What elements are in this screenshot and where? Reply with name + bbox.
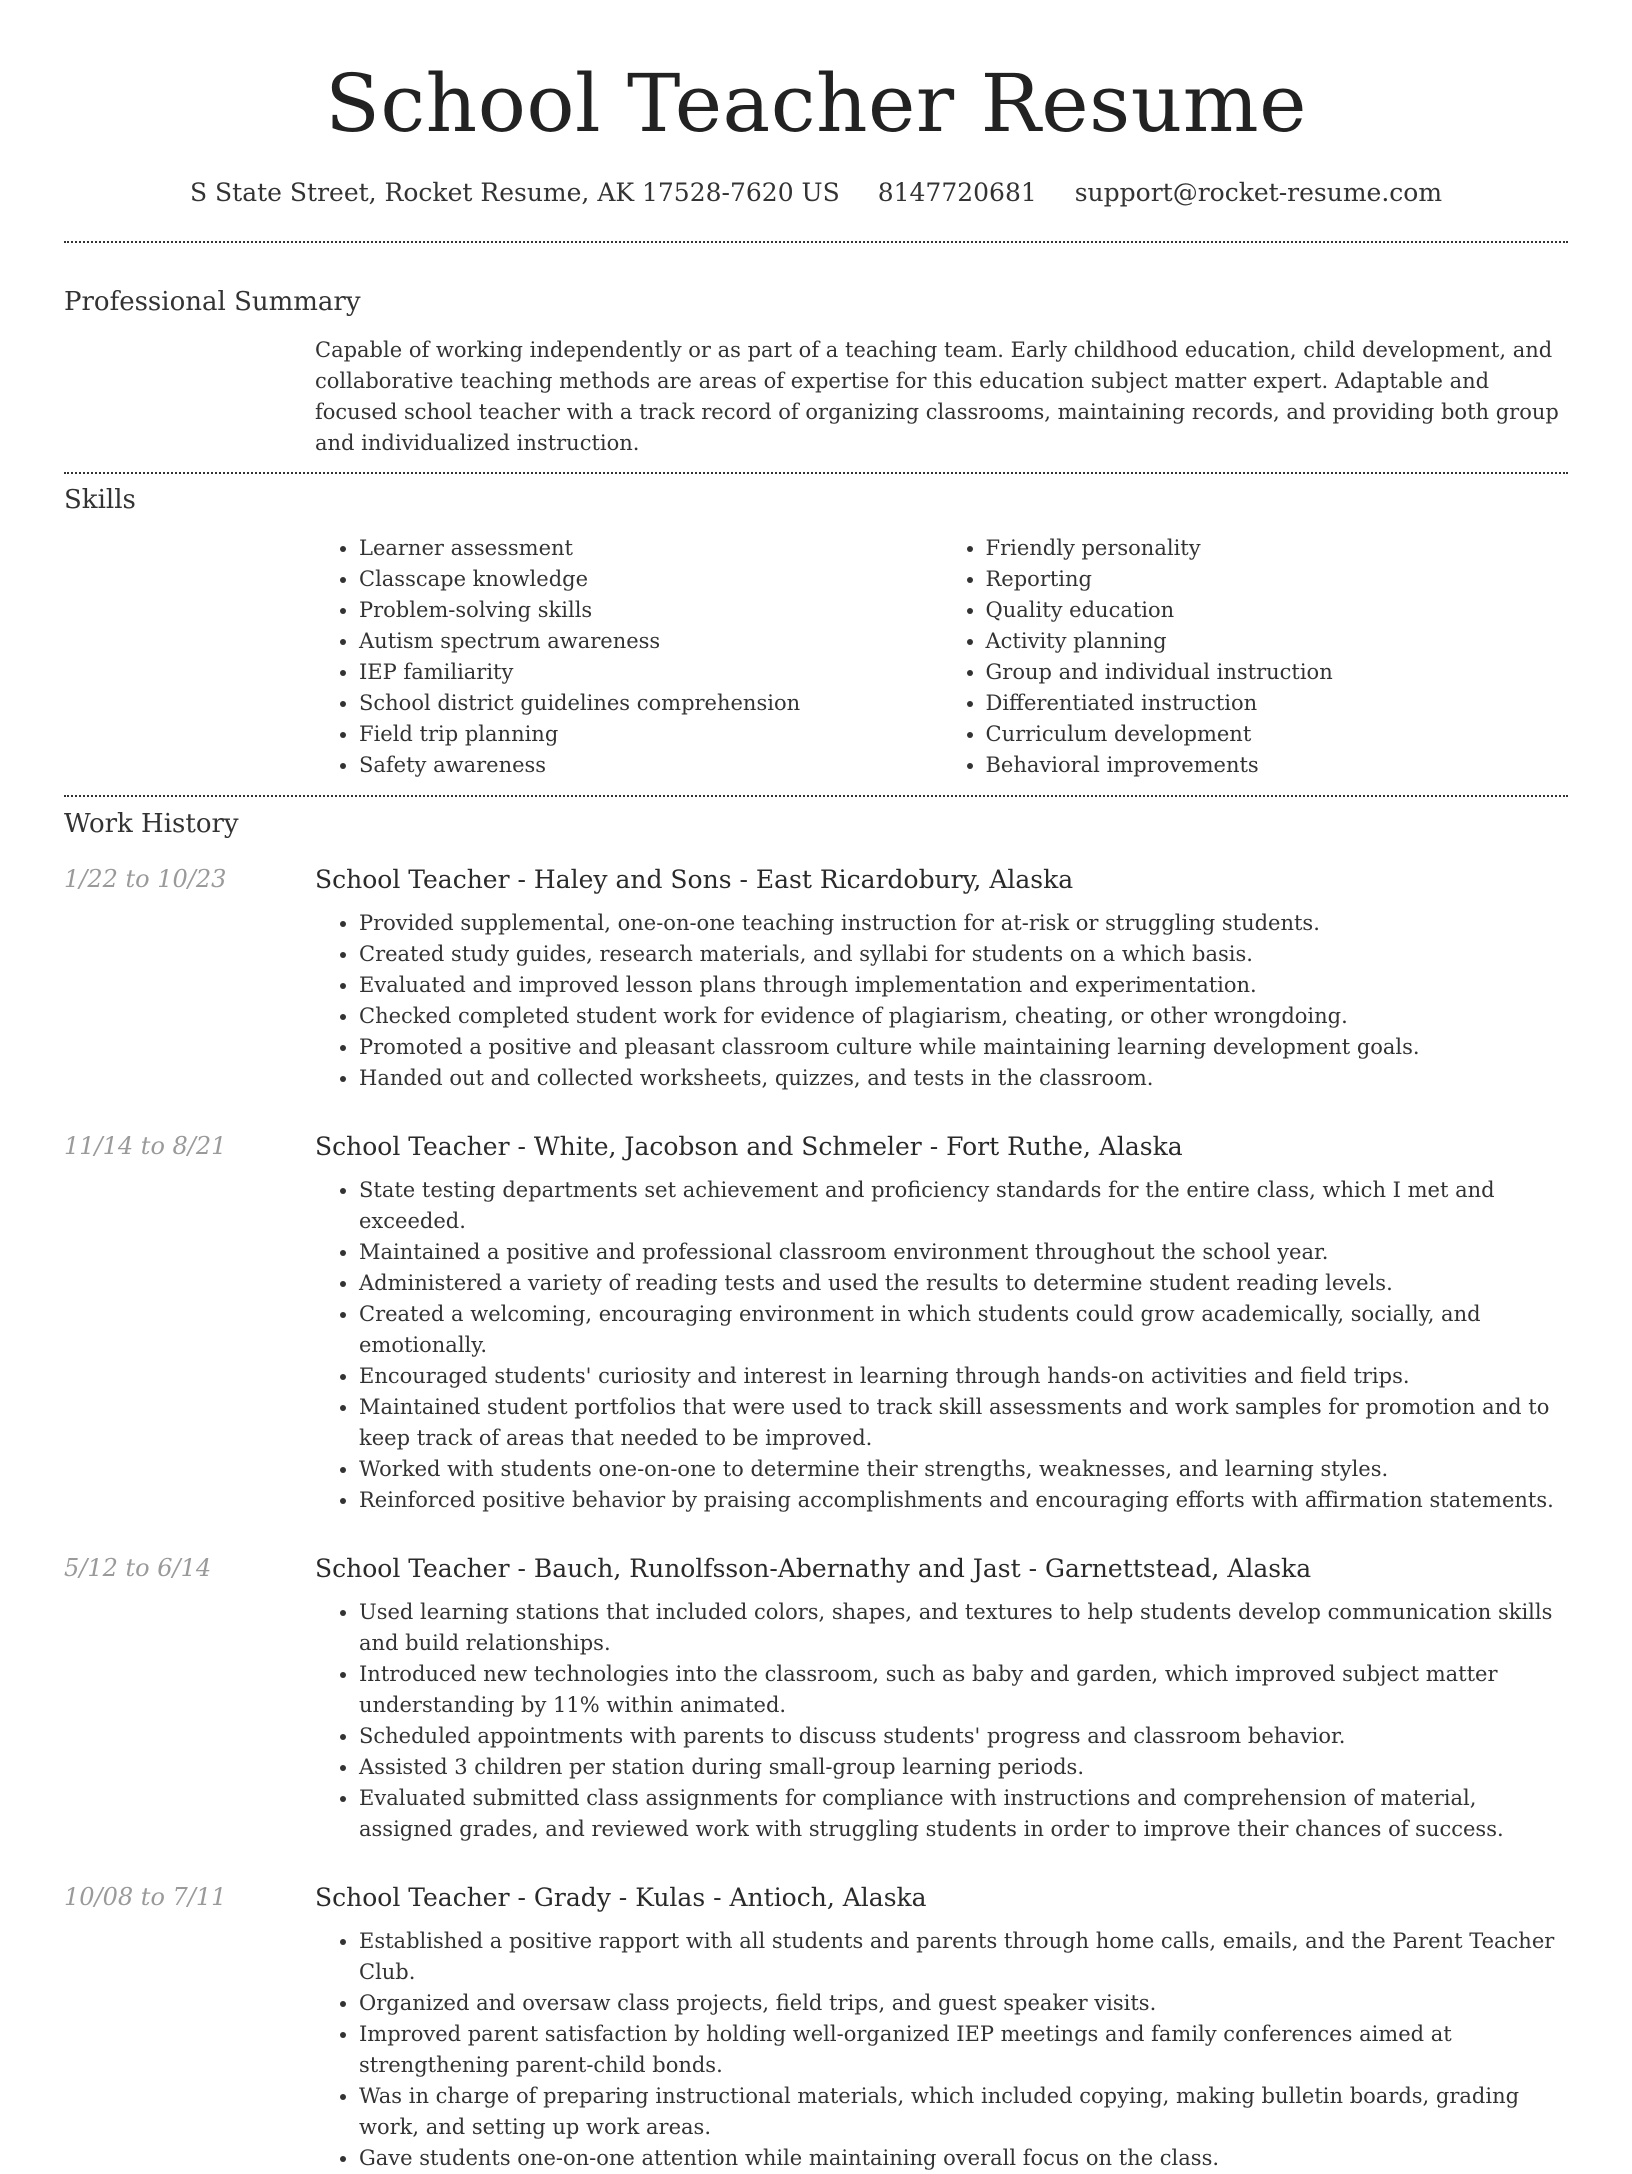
contact-email: support@rocket-resume.com (1074, 178, 1443, 207)
section-heading-work: Work History (64, 809, 239, 839)
job-bullet: • Introduced new technologies into the classroom, such as baby and garden, which improved subject matter understanding by 11% within animated. (359, 1659, 1568, 1721)
skill-item: • Behavioral improvements (986, 750, 1569, 781)
divider (64, 241, 1568, 243)
job-bullet: • Created a welcoming, encouraging environment in which students could grow academically, socially, and emotionally. (359, 1299, 1568, 1361)
skills-grid (315, 533, 1568, 781)
skill-item: • IEP familiarity (359, 657, 942, 688)
job-bullet: • Scheduled appointments with parents to discuss students' progress and classroom behavior. (359, 1721, 1568, 1752)
job-bullet: • Was in charge of preparing instructional materials, which included copying, making bulletin boards, grading work, and setting up work areas. (359, 2081, 1568, 2143)
job-bullet: • Organized and oversaw class projects, field trips, and guest speaker visits. (359, 1988, 1568, 2019)
job-bullets (315, 1926, 1568, 2174)
contact-phone: 8147720681 (877, 178, 1037, 207)
job-entry (64, 1883, 1568, 2174)
jobs-list (64, 865, 1568, 2174)
resume-page (64, 0, 1568, 2174)
skills-section (64, 485, 1568, 781)
job-bullet: • Administered a variety of reading tests and used the results to determine student reading levels. (359, 1268, 1568, 1299)
job-bullet: • Gave students one-on-one attention while maintaining overall focus on the class. (359, 2143, 1568, 2174)
job-date: 10/08 to 7/11 (64, 1883, 227, 1911)
divider (64, 795, 1568, 797)
job-bullet: • Maintained student portfolios that were used to track skill assessments and work samples for promotion and to keep track of areas that needed to be improved. (359, 1392, 1568, 1454)
skill-item: • Reporting (986, 564, 1569, 595)
summary-text: Capable of working independently or as part of a teaching team. Early childhood education, child development, and collaborative teaching methods are areas of expertise for this education subject matter expert. Adaptable and focused school teacher with a track record of organizing classrooms, maintaining records, and providing both group and individualized instruction. (315, 338, 1559, 455)
skills-list-left (315, 533, 942, 781)
job-date: 5/12 to 6/14 (64, 1554, 212, 1582)
job-bullet: • Checked completed student work for evidence of plagiarism, cheating, or other wrongdoing. (359, 1001, 1568, 1032)
job-bullet: • Worked with students one-on-one to determine their strengths, weaknesses, and learning styles. (359, 1454, 1568, 1485)
job-bullets (315, 1597, 1568, 1845)
job-title: School Teacher - White, Jacobson and Schmeler - Fort Ruthe, Alaska (315, 1132, 1183, 1161)
summary-section (64, 287, 1568, 459)
contact-line (64, 178, 1568, 207)
skill-item: • Autism spectrum awareness (359, 626, 942, 657)
skill-item: • Field trip planning (359, 719, 942, 750)
skill-item: • Group and individual instruction (986, 657, 1569, 688)
job-bullet: • Provided supplemental, one-on-one teaching instruction for at-risk or struggling students. (359, 908, 1568, 939)
job-bullet: • Handed out and collected worksheets, quizzes, and tests in the classroom. (359, 1063, 1568, 1094)
job-title: School Teacher - Haley and Sons - East Ricardobury, Alaska (315, 865, 1074, 894)
skills-list-right (942, 533, 1569, 781)
job-entry (64, 1132, 1568, 1516)
skill-item: • Friendly personality (986, 533, 1569, 564)
job-bullets (315, 1175, 1568, 1516)
skill-item: • Differentiated instruction (986, 688, 1569, 719)
job-bullet: • Improved parent satisfaction by holding well-organized IEP meetings and family conferences aimed at strengthening parent-child bonds. (359, 2019, 1568, 2081)
job-date: 11/14 to 8/21 (64, 1132, 227, 1160)
job-bullets (315, 908, 1568, 1094)
job-bullet: • Assisted 3 children per station during small-group learning periods. (359, 1752, 1568, 1783)
job-date: 1/22 to 10/23 (64, 865, 227, 893)
section-heading-summary: Professional Summary (64, 287, 361, 317)
job-bullet: • Evaluated submitted class assignments for compliance with instructions and comprehension of material, assigned grades, and reviewed work with struggling students in order to improve their chances of success. (359, 1783, 1568, 1845)
skill-item: • Quality education (986, 595, 1569, 626)
job-entry (64, 1554, 1568, 1845)
job-bullet: • Encouraged students' curiosity and interest in learning through hands-on activities and field trips. (359, 1361, 1568, 1392)
section-heading-skills: Skills (64, 485, 136, 515)
job-bullet: • State testing departments set achievement and proficiency standards for the entire class, which I met and exceeded. (359, 1175, 1568, 1237)
job-bullet: • Used learning stations that included colors, shapes, and textures to help students develop communication skills and build relationships. (359, 1597, 1568, 1659)
job-bullet: • Promoted a positive and pleasant classroom culture while maintaining learning development goals. (359, 1032, 1568, 1063)
skill-item: • Activity planning (986, 626, 1569, 657)
job-bullet: • Evaluated and improved lesson plans through implementation and experimentation. (359, 970, 1568, 1001)
job-bullet: • Established a positive rapport with all students and parents through home calls, emails, and the Parent Teacher Club. (359, 1926, 1568, 1988)
divider (64, 472, 1568, 474)
job-title: School Teacher - Bauch, Runolfsson-Abernathy and Jast - Garnettstead, Alaska (315, 1554, 1312, 1583)
contact-address: S State Street, Rocket Resume, AK 17528-7620 US (189, 178, 840, 207)
work-section (64, 809, 1568, 2174)
skill-item: • Learner assessment (359, 533, 942, 564)
job-title: School Teacher - Grady - Kulas - Antioch, Alaska (315, 1883, 927, 1912)
skill-item: • Curriculum development (986, 719, 1569, 750)
skill-item: • Classcape knowledge (359, 564, 942, 595)
skill-item: • Safety awareness (359, 750, 942, 781)
job-entry (64, 865, 1568, 1094)
job-bullet: • Created study guides, research materials, and syllabi for students on a which basis. (359, 939, 1568, 970)
resume-title: School Teacher Resume (325, 57, 1307, 150)
job-bullet: • Maintained a positive and professional classroom environment throughout the school year. (359, 1237, 1568, 1268)
skill-item: • School district guidelines comprehension (359, 688, 942, 719)
job-bullet: • Reinforced positive behavior by praising accomplishments and encouraging efforts with affirmation statements. (359, 1485, 1568, 1516)
skill-item: • Problem-solving skills (359, 595, 942, 626)
